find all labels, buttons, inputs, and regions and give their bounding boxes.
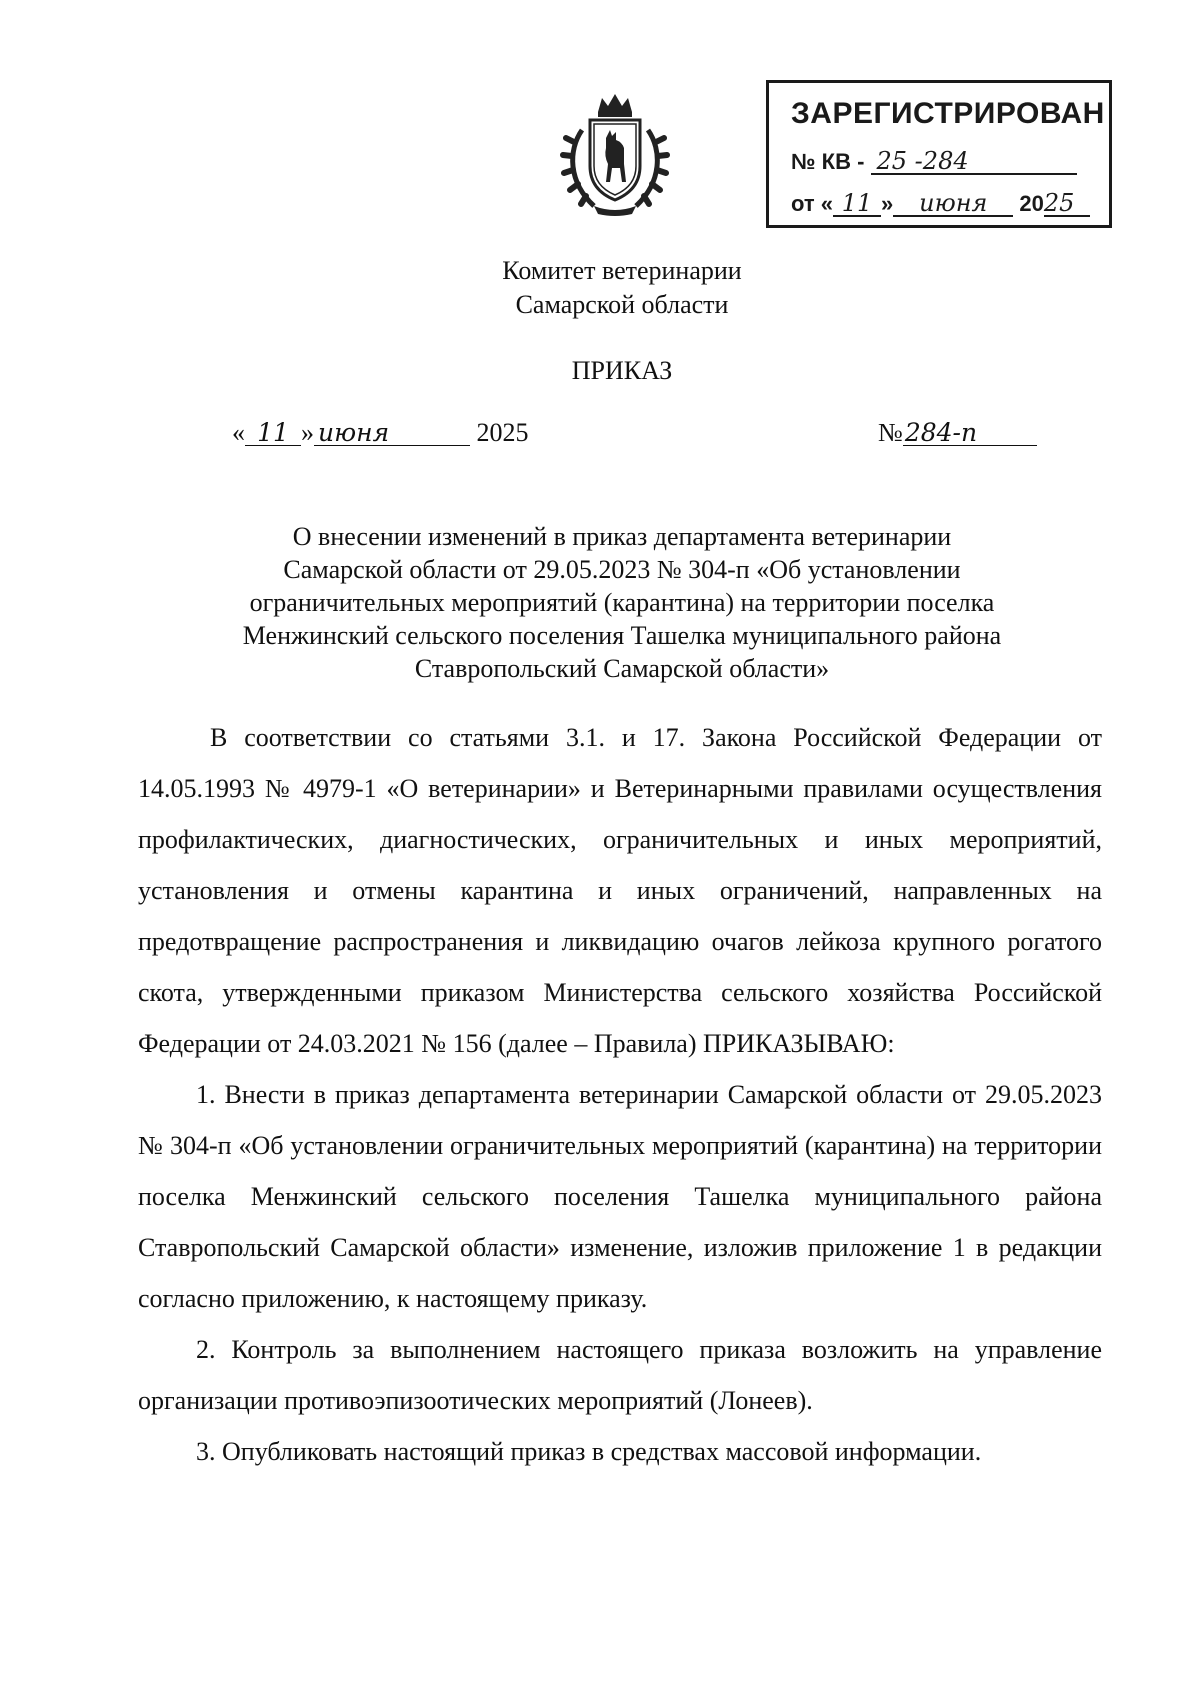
body-item-2: 2. Контроль за выполнением настоящего приказа возложить на управление организации противоэпизоотических мероприятий (Лонеев). [138,1335,1102,1415]
stamp-month-handwritten: июня [919,189,988,217]
stamp-number-row [791,149,1077,175]
body-item-1: 1. Внести в приказ департамента ветеринарии Самарской области от 29.05.2023 № 304-п «Об установлении ограничительных мероприятий (карантина) на территории поселка Менжинский сельского поселения Ташелка муниципального района Ставропольский Самарской области» изменение, изложив приложение 1 в редакции согласно приложению, к настоящему приказу. [138,1080,1102,1313]
samara-coat-of-arms-icon [560,90,670,218]
body-item-3: 3. Опубликовать настоящий приказ в средствах массовой информации. [196,1437,982,1466]
stamp-year-prefix: 20 [1019,191,1044,216]
stamp-date-prefix: от « [791,191,834,216]
order-date [232,418,529,448]
organization-name [0,254,1200,322]
subject-line-3: ограничительных мероприятий (карантина) на территории поселка [249,588,995,617]
stamp-day-handwritten: 11 [841,189,873,217]
stamp-date-mid: » [881,191,894,216]
subject-line-5: Ставропольский Самарской области» [414,654,830,683]
date-close-quote: » [301,418,314,447]
organization-line-1: Комитет ветеринарии [502,256,742,285]
subject-line-1: О внесении изменений в приказ департамента ветеринарии [292,522,952,551]
subject-line-4: Менжинский сельского поселения Ташелка муниципального района [242,621,1002,650]
order-subject [170,520,1074,685]
subject-line-2: Самарской области от 29.05.2023 № 304-п «Об установлении [283,555,961,584]
stamp-number-handwritten: 25 -284 [876,147,969,175]
order-number-value: 284-п [904,418,978,447]
body-preamble: В соответствии со статьями 3.1. и 17. Закона Российской Федерации от 14.05.1993 № 4979-1 «О ветеринарии» и Ветеринарными правилами осуществления профилактических, диагностических, ограничительных и иных мероприятий, установления и отмены карантина и иных ограничений, направленных на предотвращение распространения и ликвидацию очагов лейкоза крупного рогатого скота, утвержденными приказом Министерства сельского хозяйства Российской Федерации от 24.03.2021 № 156 (далее – Правила) ПРИКАЗЫВАЮ: [138,723,1102,1058]
document-type-title: ПРИКАЗ [571,356,673,385]
order-day: 11 [257,418,289,447]
order-month: июня [318,418,390,447]
order-body [138,712,1102,1477]
order-year: 2025 [476,418,529,447]
organization-line-2: Самарской области [515,290,729,319]
stamp-number-prefix: № КВ - [791,149,865,174]
order-number-sign: № [878,418,903,447]
order-number [878,418,1037,448]
stamp-year-handwritten: 25 [1043,189,1075,217]
date-open-quote: « [232,418,245,447]
registration-stamp [766,80,1112,228]
stamp-title: ЗАРЕГИСТРИРОВАН [791,97,1105,130]
stamp-date-row [791,191,1090,217]
